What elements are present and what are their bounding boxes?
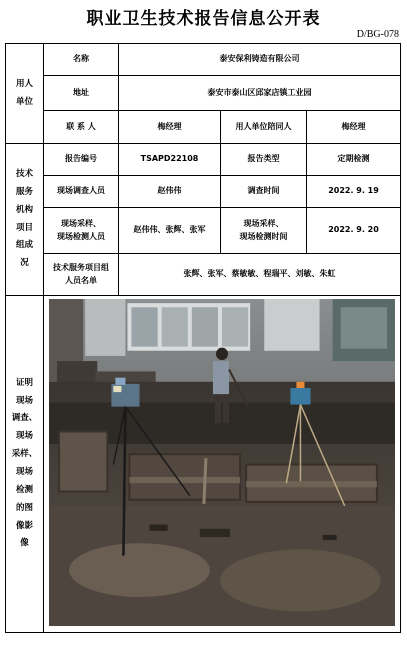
survey-time-value: 2022. 9. 19 <box>307 176 401 208</box>
survey-time-label: 调查时间 <box>221 176 307 208</box>
report-number-value: TSAPD22108 <box>119 144 221 176</box>
employer-address-value: 泰安市泰山区邱家店镇工业园 <box>119 76 401 111</box>
report-type-value: 定期检测 <box>307 144 401 176</box>
employer-name-value: 泰安保利铸造有限公司 <box>119 44 401 76</box>
site-photo <box>49 299 395 626</box>
project-members-value: 张辉、张军、蔡敏敏、程瑞平、刘敏、朱虹 <box>119 254 401 296</box>
service-section-label: 技术 服务 机构 项目 组成 况 <box>6 144 44 296</box>
sampling-time-label: 现场采样、 现场检测时间 <box>221 208 307 254</box>
contact-value: 梅经理 <box>119 111 221 144</box>
sampling-staff-value: 赵伟伟、张辉、张军 <box>119 208 221 254</box>
accompany-label: 用人单位陪同人 <box>221 111 307 144</box>
sampling-staff-label: 现场采样、 现场检测人员 <box>44 208 119 254</box>
site-photo-cell <box>44 296 401 633</box>
survey-staff-value: 赵伟伟 <box>119 176 221 208</box>
employer-name-label: 名称 <box>44 44 119 76</box>
accompany-value: 梅经理 <box>307 111 401 144</box>
info-table <box>5 43 401 633</box>
page-title: 职业卫生技术报告信息公开表 <box>86 9 321 29</box>
contact-label: 联 系 人 <box>44 111 119 144</box>
evidence-section-label: 证明 现场 调查、 现场 采样、 现场 检测 的图 像影 像 <box>6 296 44 633</box>
survey-staff-label: 现场调查人员 <box>44 176 119 208</box>
document-code: D/BG-078 <box>356 29 399 40</box>
employer-section-label: 用人 单位 <box>6 44 44 144</box>
report-type-label: 报告类型 <box>221 144 307 176</box>
project-members-label: 技术服务项目组 人员名单 <box>44 254 119 296</box>
employer-address-label: 地址 <box>44 76 119 111</box>
sampling-time-value: 2022. 9. 20 <box>307 208 401 254</box>
report-number-label: 报告编号 <box>44 144 119 176</box>
